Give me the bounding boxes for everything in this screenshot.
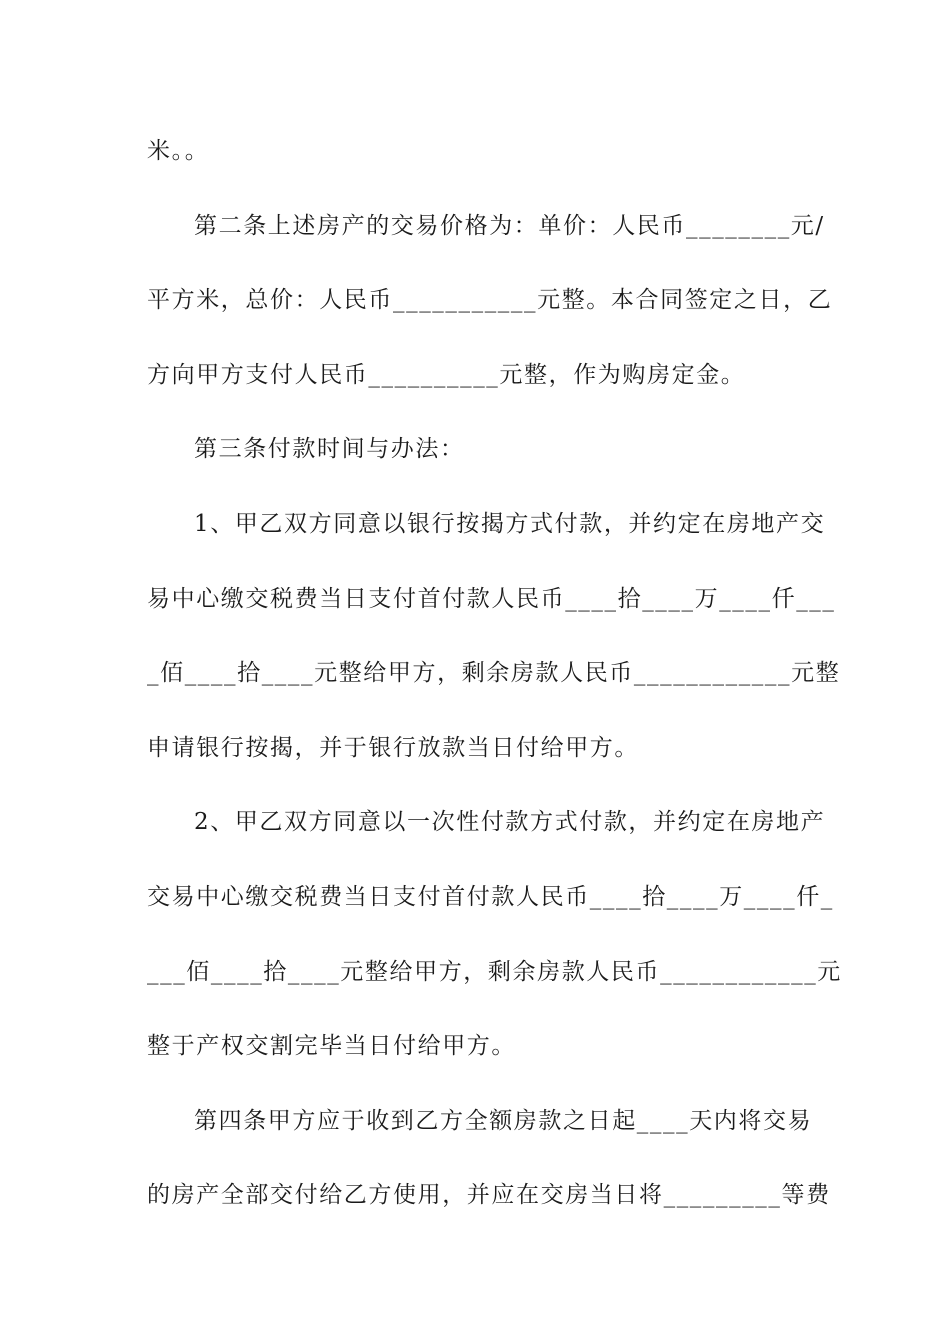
text-line: 2、甲乙双方同意以一次性付款方式付款，并约定在房地产 <box>194 809 826 835</box>
text-line: _佰____拾____元整给甲方，剩余房款人民币____________元整 <box>147 660 841 686</box>
text-line: 交易中心缴交税费当日支付首付款人民币____拾____万____仟_ <box>147 884 834 910</box>
text-line: ___佰____拾____元整给甲方，剩余房款人民币____________元 <box>147 959 842 985</box>
text-line: 易中心缴交税费当日支付首付款人民币____拾____万____仟___ <box>147 586 836 612</box>
text-line: 方向甲方支付人民币__________元整，作为购房定金。 <box>147 362 746 388</box>
text-line: 整于产权交割完毕当日付给甲方。 <box>147 1033 516 1059</box>
text-line: 的房产全部交付给乙方使用，并应在交房当日将_________等费 <box>147 1182 831 1208</box>
text-line: 第三条付款时间与办法： <box>194 436 465 462</box>
text-line: 米。。 <box>147 138 210 164</box>
text-line: 平方米，总价：人民币___________元整。本合同签定之日，乙 <box>147 287 833 313</box>
text-line: 第四条甲方应于收到乙方全额房款之日起____天内将交易 <box>194 1108 813 1134</box>
text-line: 1、甲乙双方同意以银行按揭方式付款，并约定在房地产交 <box>194 511 826 537</box>
text-line: 第二条上述房产的交易价格为：单价：人民币________元/ <box>194 213 825 239</box>
text-line: 申请银行按揭，并于银行放款当日付给甲方。 <box>147 735 639 761</box>
